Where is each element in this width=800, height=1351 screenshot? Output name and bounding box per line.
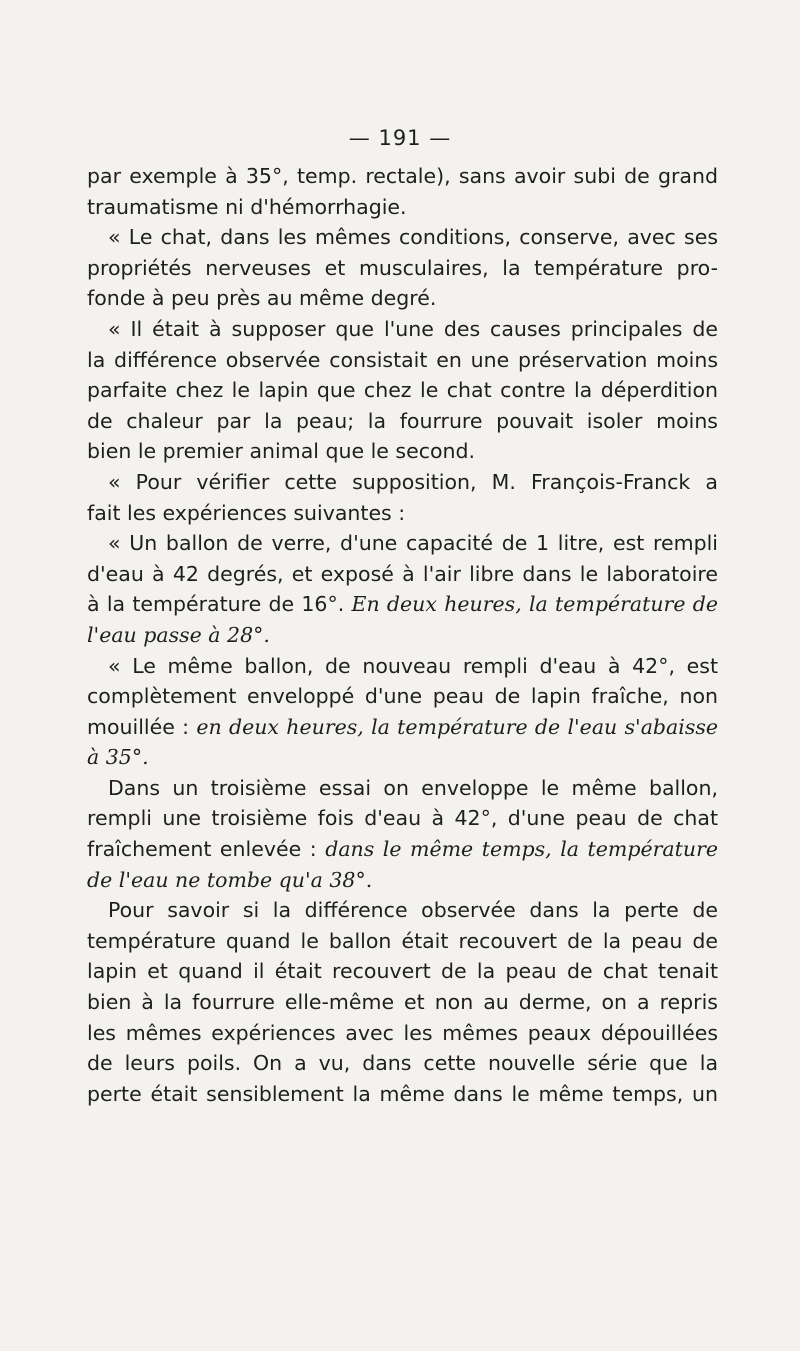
text-line: rempli une troisième fois d'eau à 42°, d'une peau de chat: [87, 806, 718, 831]
text-line: fraîchement enlevée : dans le même temps, la température: [87, 837, 718, 862]
paragraph-7: [87, 773, 718, 895]
page-number: — 191 —: [348, 126, 452, 150]
text-line: mouillée : en deux heures, la température de l'eau s'abaisse: [87, 714, 718, 739]
italic-text: En deux heures, la température de: [351, 592, 718, 617]
text-line: fonde à peu près au même degré.: [87, 286, 437, 311]
text-line: l'eau passe à 28°.: [87, 622, 270, 647]
text-line: complètement enveloppé d'une peau de lapin fraîche, non: [87, 684, 718, 709]
body-text: [87, 161, 718, 1109]
text-line: Pour savoir si la différence observée dans la perte de: [108, 898, 718, 923]
text-line: « Il était à supposer que l'une des causes principales de: [108, 316, 718, 341]
text-line: lapin et quand il était recouvert de la peau de chat tenait: [87, 959, 718, 984]
text-line: de chaleur par la peau; la fourrure pouvait isoler moins: [87, 408, 718, 433]
text-line: Dans un troisième essai on enveloppe le même ballon,: [108, 775, 718, 800]
text-line: propriétés nerveuses et musculaires, la température pro-: [87, 255, 718, 280]
text-line: température quand le ballon était recouvert de la peau de: [87, 928, 718, 953]
paragraph-8: [87, 895, 718, 1109]
text-line: à 35°.: [87, 745, 149, 770]
text-line: perte était sensiblement la même dans le même temps, un: [87, 1081, 718, 1106]
paragraph-3: [87, 314, 718, 467]
text-line: de l'eau ne tombe qu'a 38°.: [87, 867, 373, 892]
paragraph-4: [87, 467, 718, 528]
italic-text: en deux heures, la température de l'eau s'abaisse: [196, 714, 718, 739]
text-line: par exemple à 35°, temp. rectale), sans avoir subi de grand: [87, 164, 718, 188]
text-line: les mêmes expériences avec les mêmes peaux dépouillées: [87, 1020, 718, 1045]
text-line: « Pour vérifier cette supposition, M. François-Franck a: [108, 469, 718, 494]
text-line: « Un ballon de verre, d'une capacité de 1 litre, est rempli: [108, 531, 718, 556]
text-line: « Le chat, dans les mêmes conditions, conserve, avec ses: [108, 225, 718, 250]
paragraph-2: [87, 222, 718, 314]
text-line: la différence observée consistait en une préservation moins: [87, 347, 718, 372]
text-line: « Le même ballon, de nouveau rempli d'eau à 42°, est: [108, 653, 718, 678]
paragraph-1: [87, 161, 718, 222]
italic-text: dans le même temps, la température: [325, 837, 718, 862]
text-line: traumatisme ni d'hémorrhagie.: [87, 194, 407, 219]
text-line: d'eau à 42 degrés, et exposé à l'air libre dans le laboratoire: [87, 561, 718, 586]
text-line: bien à la fourrure elle-même et non au derme, on a repris: [87, 990, 718, 1015]
text-line: fait les expériences suivantes :: [87, 500, 406, 525]
text-line: bien le premier animal que le second.: [87, 439, 476, 464]
text-line: à la température de 16°. En deux heures, la température de: [87, 592, 718, 617]
paragraph-5: [87, 528, 718, 650]
paragraph-6: [87, 651, 718, 773]
text-line: parfaite chez le lapin que chez le chat contre la déperdition: [87, 378, 718, 403]
text-line: de leurs poils. On a vu, dans cette nouvelle série que la: [87, 1051, 718, 1076]
